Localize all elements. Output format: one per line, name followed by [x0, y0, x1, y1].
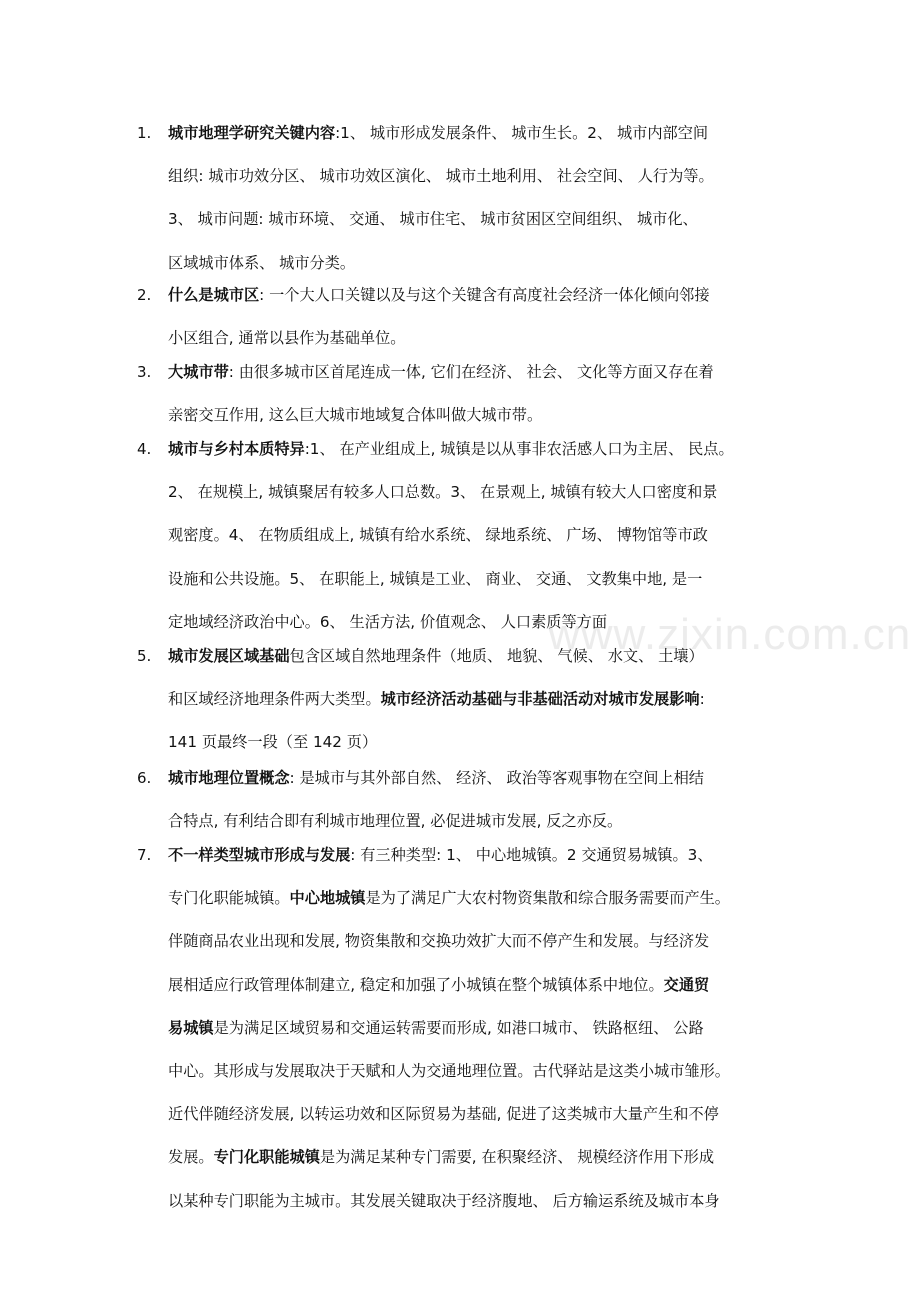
paragraph-line — [168, 403, 542, 427]
body-text: 3、 城市问题: 城市环境、 交通、 城市住宅、 城市贫困区空间组织、 城市化、 — [168, 210, 698, 228]
paragraph-line — [168, 644, 704, 668]
body-text: 发展。 — [168, 1148, 214, 1166]
body-text: 观密度。4、 在物质组成上, 城镇有给水系统、 绿地系统、 广场、 博物馆等市政 — [168, 526, 708, 544]
paragraph-line — [168, 121, 708, 145]
list-item-number: 3. — [137, 363, 152, 381]
watermark-text: www.zixin.com.cn — [548, 610, 912, 659]
paragraph-line — [168, 523, 708, 547]
bold-term: 城市与乡村本质特异 — [168, 440, 305, 458]
list-item-number: 4. — [137, 440, 152, 458]
body-text: 设施和公共设施。5、 在职能上, 城镇是工业、 商业、 交通、 文教集中地, 是一 — [168, 570, 703, 588]
list-item-number: 1. — [137, 124, 152, 142]
bold-term: 大城市带 — [168, 363, 229, 381]
list-item-number: 6. — [137, 769, 152, 787]
body-text: 是为了满足广大农村物资集散和综合服务需要而产生。 — [365, 889, 730, 907]
body-text: 是为满足区域贸易和交通运转需要而形成, 如港口城市、 铁路枢纽、 公路 — [213, 1019, 704, 1037]
body-text: : — [699, 690, 705, 708]
paragraph-line — [168, 480, 717, 504]
paragraph-line — [168, 973, 709, 997]
paragraph-line — [168, 326, 405, 350]
body-text: 伴随商品农业出现和发展, 物资集散和交换功效扩大而不停产生和发展。与经济发 — [168, 932, 710, 950]
paragraph-line — [168, 283, 710, 307]
paragraph-line — [168, 1059, 730, 1083]
paragraph-line — [168, 929, 709, 953]
body-text: : 是城市与其外部自然、 经济、 政治等客观事物在空间上相结 — [289, 769, 704, 787]
paragraph-line — [168, 1102, 719, 1126]
paragraph-line — [168, 886, 730, 910]
paragraph-line — [168, 360, 714, 384]
body-text: 是为满足某种专门需要, 在积聚经济、 规模经济作用下形成 — [319, 1148, 715, 1166]
body-text: 亲密交互作用, 这么巨大城市地域复合体叫做大城市带。 — [168, 406, 543, 424]
body-text: 定地域经济政治中心。6、 生活方法, 价值观念、 人口素质等方面 — [168, 613, 608, 631]
body-text: 近代伴随经济发展, 以转运功效和区际贸易为基础, 促进了这类城市大量产生和不停 — [168, 1105, 719, 1123]
paragraph-line — [168, 1189, 720, 1213]
bold-term: 中心地城镇 — [289, 889, 366, 907]
body-text: : 由很多城市区首尾连成一体, 它们在经济、 社会、 文化等方面又存在着 — [228, 363, 714, 381]
paragraph-line — [168, 766, 704, 790]
paragraph-line — [168, 610, 607, 634]
bold-term: 交通贸 — [663, 976, 710, 994]
paragraph-line — [168, 687, 705, 711]
bold-term: 城市经济活动基础与非基础活动对城市发展影响 — [380, 690, 700, 708]
body-text: 展相适应行政管理体制建立, 稳定和加强了小城镇在整个城镇体系中地位。 — [168, 976, 664, 994]
body-text: 2、 在规模上, 城镇聚居有较多人口总数。3、 在景观上, 城镇有较大人口密度和景 — [168, 483, 718, 501]
bold-term: 什么是城市区 — [168, 286, 260, 304]
paragraph-line — [168, 207, 698, 231]
body-text: 以某种专门职能为主城市。其发展关键取决于经济腹地、 后方输运系统及城市本身 — [168, 1192, 720, 1210]
list-item-number: 5. — [137, 647, 152, 665]
body-text: 中心。其形成与发展取决于天赋和人为交通地理位置。古代驿站是这类小城市雏形。 — [168, 1062, 730, 1080]
body-text: : 一个大人口关键以及与这个关键含有高度社会经济一体化倾向邻接 — [259, 286, 710, 304]
paragraph-line — [168, 567, 702, 591]
bold-term: 专门化职能城镇 — [213, 1148, 320, 1166]
body-text: :1、 在产业组成上, 城镇是以从事非农活感人口为主居、 民点。 — [304, 440, 734, 458]
bold-term: 易城镇 — [168, 1019, 214, 1037]
bold-term: 城市地理学研究关键内容 — [168, 124, 336, 142]
paragraph-line — [168, 164, 714, 188]
body-text: 和区域经济地理条件两大类型。 — [168, 690, 381, 708]
list-item-number: 2. — [137, 286, 152, 304]
list-item-number: 7. — [137, 846, 152, 864]
body-text: 组织: 城市功效分区、 城市功效区演化、 城市土地利用、 社会空间、 人行为等。 — [168, 167, 714, 185]
body-text: : 有三种类型: 1、 中心地城镇。2 交通贸易城镇。3、 — [350, 846, 713, 864]
paragraph-line — [168, 809, 622, 833]
body-text: 合特点, 有利结合即有利城市地理位置, 必促进城市发展, 反之亦反。 — [168, 812, 623, 830]
paragraph-line — [168, 730, 377, 754]
bold-term: 不一样类型城市形成与发展 — [168, 846, 351, 864]
paragraph-line — [168, 437, 734, 461]
paragraph-line — [168, 251, 355, 275]
body-text: :1、 城市形成发展条件、 城市生长。2、 城市内部空间 — [335, 124, 709, 142]
paragraph-line — [168, 843, 713, 867]
body-text: 包含区域自然地理条件（地质、 地貌、 气候、 水文、 土壤） — [289, 647, 704, 665]
bold-term: 城市发展区域基础 — [168, 647, 290, 665]
body-text: 小区组合, 通常以县作为基础单位。 — [168, 329, 406, 347]
bold-term: 城市地理位置概念 — [168, 769, 290, 787]
body-text: 区域城市体系、 城市分类。 — [168, 254, 356, 272]
body-text: 141 页最终一段（至 142 页） — [168, 733, 378, 751]
paragraph-line — [168, 1145, 714, 1169]
body-text: 专门化职能城镇。 — [168, 889, 290, 907]
paragraph-line — [168, 1016, 704, 1040]
